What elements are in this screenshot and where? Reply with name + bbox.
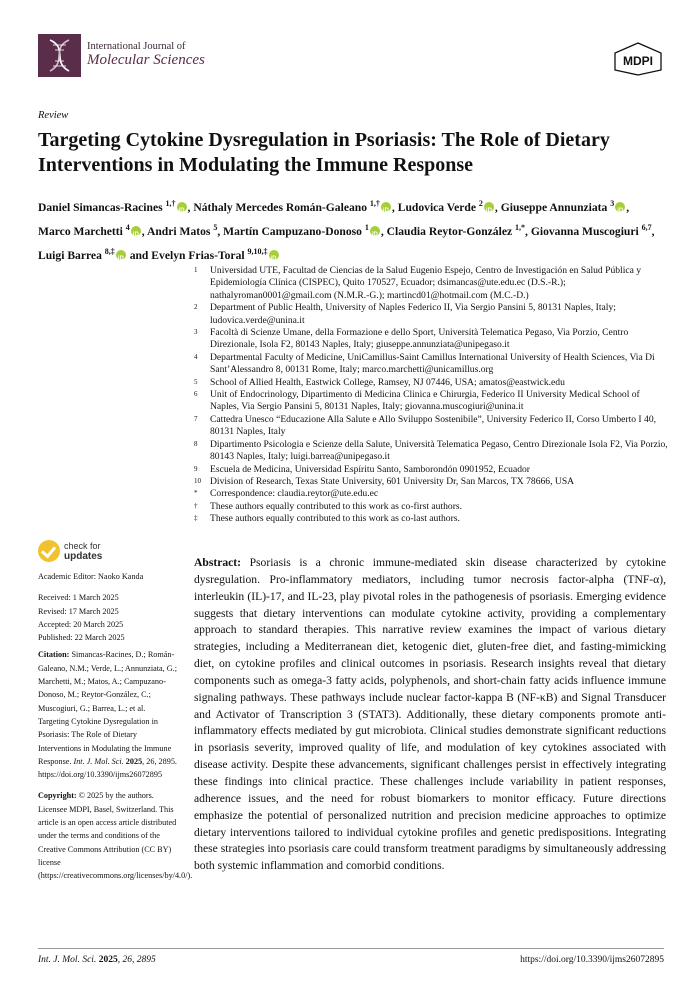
affiliation-text: Correspondence: claudia.reytor@ute.edu.ec bbox=[210, 488, 379, 500]
author-affiliation-marker: 1,† bbox=[165, 199, 176, 208]
copyright-text: © 2025 by the authors. Licensee MDPI, Basel, Switzerland. This article is an open access article distributed under the terms and conditions of the Creative Commons Attribution (CC BY) license (https://creativecommons.org/licenses/by/4.0/). bbox=[38, 791, 193, 881]
abstract bbox=[194, 555, 666, 875]
author-name[interactable]: Náthaly Mercedes Román-Galeano bbox=[193, 200, 368, 214]
affiliation-item bbox=[194, 488, 668, 500]
journal-name-line1: International Journal of bbox=[87, 41, 186, 52]
author-name[interactable]: Giovanna Muscogiuri bbox=[530, 224, 639, 238]
check-for-updates-icon bbox=[38, 540, 60, 562]
footer-citation bbox=[38, 955, 156, 965]
author-affiliation-marker: 1,† bbox=[369, 199, 380, 208]
affiliation-item bbox=[194, 377, 668, 389]
affiliation-text: Cattedra Unesco “Educazione Alla Salute e Allo Sviluppo Sostenibile”, University Federico II, Corso Umberto I 40, 80131 Naples, Italy bbox=[210, 413, 657, 438]
affiliation-number: 1 bbox=[194, 266, 198, 274]
author-name[interactable]: Claudia Reytor-González bbox=[386, 224, 513, 238]
author-affiliation-marker: 8,‡ bbox=[104, 246, 115, 256]
citation-label: Citation: bbox=[38, 650, 70, 660]
footer-volume: , 26, 2895 bbox=[117, 955, 156, 965]
affiliation-item bbox=[194, 414, 668, 439]
author-affiliation-marker: 2 bbox=[478, 199, 483, 208]
affiliation-item bbox=[194, 302, 668, 327]
sidebar bbox=[38, 540, 193, 891]
author-affiliation-marker: 1,* bbox=[515, 222, 526, 232]
affiliation-item bbox=[194, 439, 668, 464]
affiliation-number: † bbox=[194, 501, 198, 510]
footer-journal: Int. J. Mol. Sci. bbox=[38, 955, 97, 965]
affiliations bbox=[194, 265, 668, 526]
citation-journal: Int. J. Mol. Sci. bbox=[73, 756, 124, 766]
author-affiliation-marker: 6,7 bbox=[641, 222, 652, 232]
orcid-icon[interactable] bbox=[177, 202, 187, 212]
journal-logo-icon bbox=[38, 34, 81, 77]
affiliation-text: School of Allied Health, Eastwick College, Ramsey, NJ 07446, USA; amatos@eastwick.edu bbox=[210, 376, 565, 388]
affiliation-number: 4 bbox=[194, 352, 198, 361]
author-affiliation-marker: 3 bbox=[610, 199, 615, 208]
mdpi-text: MDPI bbox=[623, 54, 653, 68]
footer-year: 2025 bbox=[98, 955, 118, 965]
copyright bbox=[38, 789, 193, 882]
orcid-icon[interactable] bbox=[269, 250, 279, 260]
affiliation-number: 10 bbox=[194, 476, 201, 485]
orcid-icon[interactable] bbox=[131, 226, 141, 236]
author-affiliation-marker: 4 bbox=[125, 222, 130, 232]
affiliation-text: These authors equally contributed to this work as co-first authors. bbox=[210, 500, 463, 512]
affiliation-item bbox=[194, 501, 668, 513]
date-line: Received: 1 March 2025 bbox=[38, 593, 119, 603]
mdpi-logo-icon bbox=[612, 42, 664, 81]
affiliation-number: 2 bbox=[194, 303, 198, 312]
author-list: Daniel Simancas-Racines $^{1,\dagger}$iD , Náthaly Mercedes Román-Galeano $^{1,\dagger}$iD , Ludovica Verde $^2$iD , Giuseppe Annunziata $^3$iD , Marco Marchetti $^4$iD , Andri Matos $^5$, Martín Campuzano-Donoso $^1$iD , Claudia Reytor-González $^{1,*}$, Giovanna Muscogiuri $^{6,7}$, Luigi Barrea $^{8,\ddagger}$iD and Evelyn Frias-Toral $^{9,10,\ddagger}$iD bbox=[38, 194, 664, 266]
affiliation-number: * bbox=[194, 489, 198, 498]
affiliation-text: Department of Public Health, University of Naples Federico II, Via Sergio Pansini 5, 80131 Naples, Italy; ludovica.verde@unina.it bbox=[210, 302, 616, 326]
affiliation-text: Departmental Faculty of Medicine, UniCamillus-Saint Camillus International University of Health Sciences, Via Di Sant’Alessandro 8, 00131 Rome, Italy; marco.marchetti@unicamillus.org bbox=[210, 351, 655, 376]
academic-editor: Academic Editor: Naoko Kanda bbox=[38, 572, 144, 581]
orcid-icon[interactable] bbox=[615, 202, 625, 212]
affiliation-text: Escuela de Medicina, Universidad Espíritu Santo, Samborondón 0901952, Ecuador bbox=[210, 463, 530, 475]
affiliation-text: Facoltà di Scienze Umane, della Formazione e dello Sport, Università Telematica Pegaso, Via Porzio, Centro Direzionale, Isola F2, 80143 Naples, Italy; giuseppe.annunziata@unipegaso.it bbox=[210, 327, 629, 351]
copyright-label: Copyright: bbox=[38, 791, 77, 801]
check-for-updates-button[interactable] bbox=[38, 540, 178, 562]
affiliation-number: 8 bbox=[194, 439, 198, 448]
author-name[interactable]: Martín Campuzano-Donoso bbox=[223, 224, 362, 238]
affiliation-item bbox=[194, 389, 668, 414]
affiliation-item bbox=[194, 464, 668, 476]
affiliation-text: Division of Research, Texas State University, 601 University Dr, San Marcos, TX 78666, USA bbox=[210, 475, 575, 487]
author-name[interactable]: Marco Marchetti bbox=[38, 224, 123, 238]
journal-header bbox=[38, 34, 664, 84]
orcid-icon[interactable] bbox=[116, 250, 126, 260]
affiliation-text: Dipartimento Psicologia e Scienze della Salute, Università Telematica Pegaso, Centro Direzionale Isola F2, Via Porzio, 80143 Naples, Italy; luigi.barrea@unipegaso.it bbox=[210, 438, 668, 463]
footer-doi-link[interactable]: https://doi.org/10.3390/ijms26072895 bbox=[520, 955, 664, 965]
abstract-label: Abstract: bbox=[194, 556, 242, 569]
author-name[interactable]: Evelyn Frias-Toral bbox=[151, 248, 245, 262]
affiliation-number: 5 bbox=[194, 377, 198, 386]
date-line: Accepted: 20 March 2025 bbox=[38, 619, 124, 629]
date-line: Revised: 17 March 2025 bbox=[38, 606, 119, 616]
author-joiner: and bbox=[129, 248, 149, 262]
affiliation-item bbox=[194, 513, 668, 525]
affiliation-text: Universidad UTE, Facultad de Ciencias de la Salud Eugenio Espejo, Centro de Investigación en Salud Pública y Epidemiología Clínica (CISPEC), Quito 170527, Ecuador; dsimancas@ute.edu.ec (D.S.-R.); nathalyroman0001@gmail.com (N.M.R.-G.); martincd01@hotmail.com (M.C.-D.) bbox=[210, 265, 642, 301]
affiliation-text: Unit of Endocrinology, Dipartimento di Medicina Clinica e Chirurgia, Federico II University Medical School of Naples, Via Sergio Pansini 5, 80131 Naples, Italy; giovanna.muscogiuri@unina.it bbox=[210, 389, 640, 413]
affiliation-item bbox=[194, 327, 668, 352]
citation-text: Simancas-Racines, D.; Román-Galeano, N.M.; Verde, L.; Annunziata, G.; Marchetti, M.; Matos, A.; Campuzano-Donoso, M.; Reytor-González, C.; Muscogiuri, G.; Barrea, L.; et al. Targeting Cytokine Dysregulation in Psoriasis: The Role of Dietary Interventions in Modulating the Immune Response. bbox=[38, 650, 178, 766]
check-line2: updates bbox=[64, 550, 103, 562]
author-name[interactable]: Daniel Simancas-Racines bbox=[38, 200, 163, 214]
orcid-icon[interactable] bbox=[370, 226, 380, 236]
affiliation-number: 6 bbox=[194, 390, 198, 399]
author-affiliation-marker: 1 bbox=[364, 222, 369, 232]
affiliation-number: 7 bbox=[194, 414, 198, 423]
check-line1: check for bbox=[64, 540, 101, 551]
orcid-icon[interactable] bbox=[381, 202, 391, 212]
author-name[interactable]: Giuseppe Annunziata bbox=[500, 200, 608, 214]
author-affiliation-marker: 9,10,‡ bbox=[247, 246, 268, 256]
affiliation-number: ‡ bbox=[194, 514, 198, 523]
citation-year: 2025 bbox=[125, 756, 143, 766]
affiliation-item bbox=[194, 265, 668, 302]
citation-volume: , 26, 2895. https://doi.org/10.3390/ijms26072895 bbox=[38, 756, 177, 780]
journal-name bbox=[87, 41, 205, 69]
author-name[interactable]: Luigi Barrea bbox=[38, 248, 102, 262]
journal-name-line2: Molecular Sciences bbox=[87, 52, 205, 68]
article-type: Review bbox=[38, 110, 69, 121]
article-title: Targeting Cytokine Dysregulation in Psoriasis: The Role of Dietary Interventions in Modulating the Immune Response bbox=[38, 129, 610, 176]
affiliation-item bbox=[194, 352, 668, 377]
affiliation-item bbox=[194, 476, 668, 488]
dates bbox=[38, 591, 178, 644]
date-line: Published: 22 March 2025 bbox=[38, 633, 125, 643]
orcid-icon[interactable] bbox=[484, 202, 494, 212]
author-name[interactable]: Andri Matos bbox=[146, 224, 211, 238]
citation bbox=[38, 648, 178, 781]
affiliation-number: 3 bbox=[194, 328, 198, 337]
affiliation-text: These authors equally contributed to this work as co-last authors. bbox=[210, 513, 460, 525]
abstract-text: Psoriasis is a chronic immune-mediated skin disease characterized by cytokine dysregulation. Pro-inflammatory mediators, including tumor necrosis factor-alpha (TNF-α), interleukin (IL)-17, and IL-23, play pivotal roles in the pathogenesis of psoriasis. Emerging evidence suggests that dietary interventions can modulate cytokine activity, providing a complementary approach to standard therapies. This narrative review examines the impact of various dietary strategies, including a Mediterranean diet, ketogenic diet, gluten-free diet, and fasting-mimicking diet, on cytokine profiles and clinical outcomes in psoriasis. Research insights reveal that dietary components such as omega-3 fatty acids, polyphenols, and short-chain fatty acids influence immune signaling pathways. These pathways include nuclear factor-kappa B (NF-κB) and Signal Transducer and Activator of Transcription 3 (STAT3). Additionally, these dietary components promote anti-inflammatory effects mediated by gut microbiota. Clinical studies demonstrate significant reductions in psoriasis severity, improved quality of life, and modulation of key cytokines associated with disease activity. Despite these advancements, significant challenges persist in effectively integrating these findings into clinical practice. These challenges include variability in patient responses, adherence issues, and the need for robust biomarkers to monitor efficacy. Future directions emphasize the potential of personalized nutrition and precision medicine approaches to optimize dietary interventions tailored to individual cytokine profiles and genetic predispositions. Integrating these strategies into psoriasis care could transform treatment paradigms by simultaneously addressing both systemic inflammation and comorbid conditions. bbox=[194, 556, 666, 873]
author-name[interactable]: Ludovica Verde bbox=[397, 200, 476, 214]
footer-divider bbox=[38, 948, 664, 949]
author-affiliation-marker: 5 bbox=[213, 222, 218, 232]
affiliation-number: 9 bbox=[194, 464, 198, 473]
